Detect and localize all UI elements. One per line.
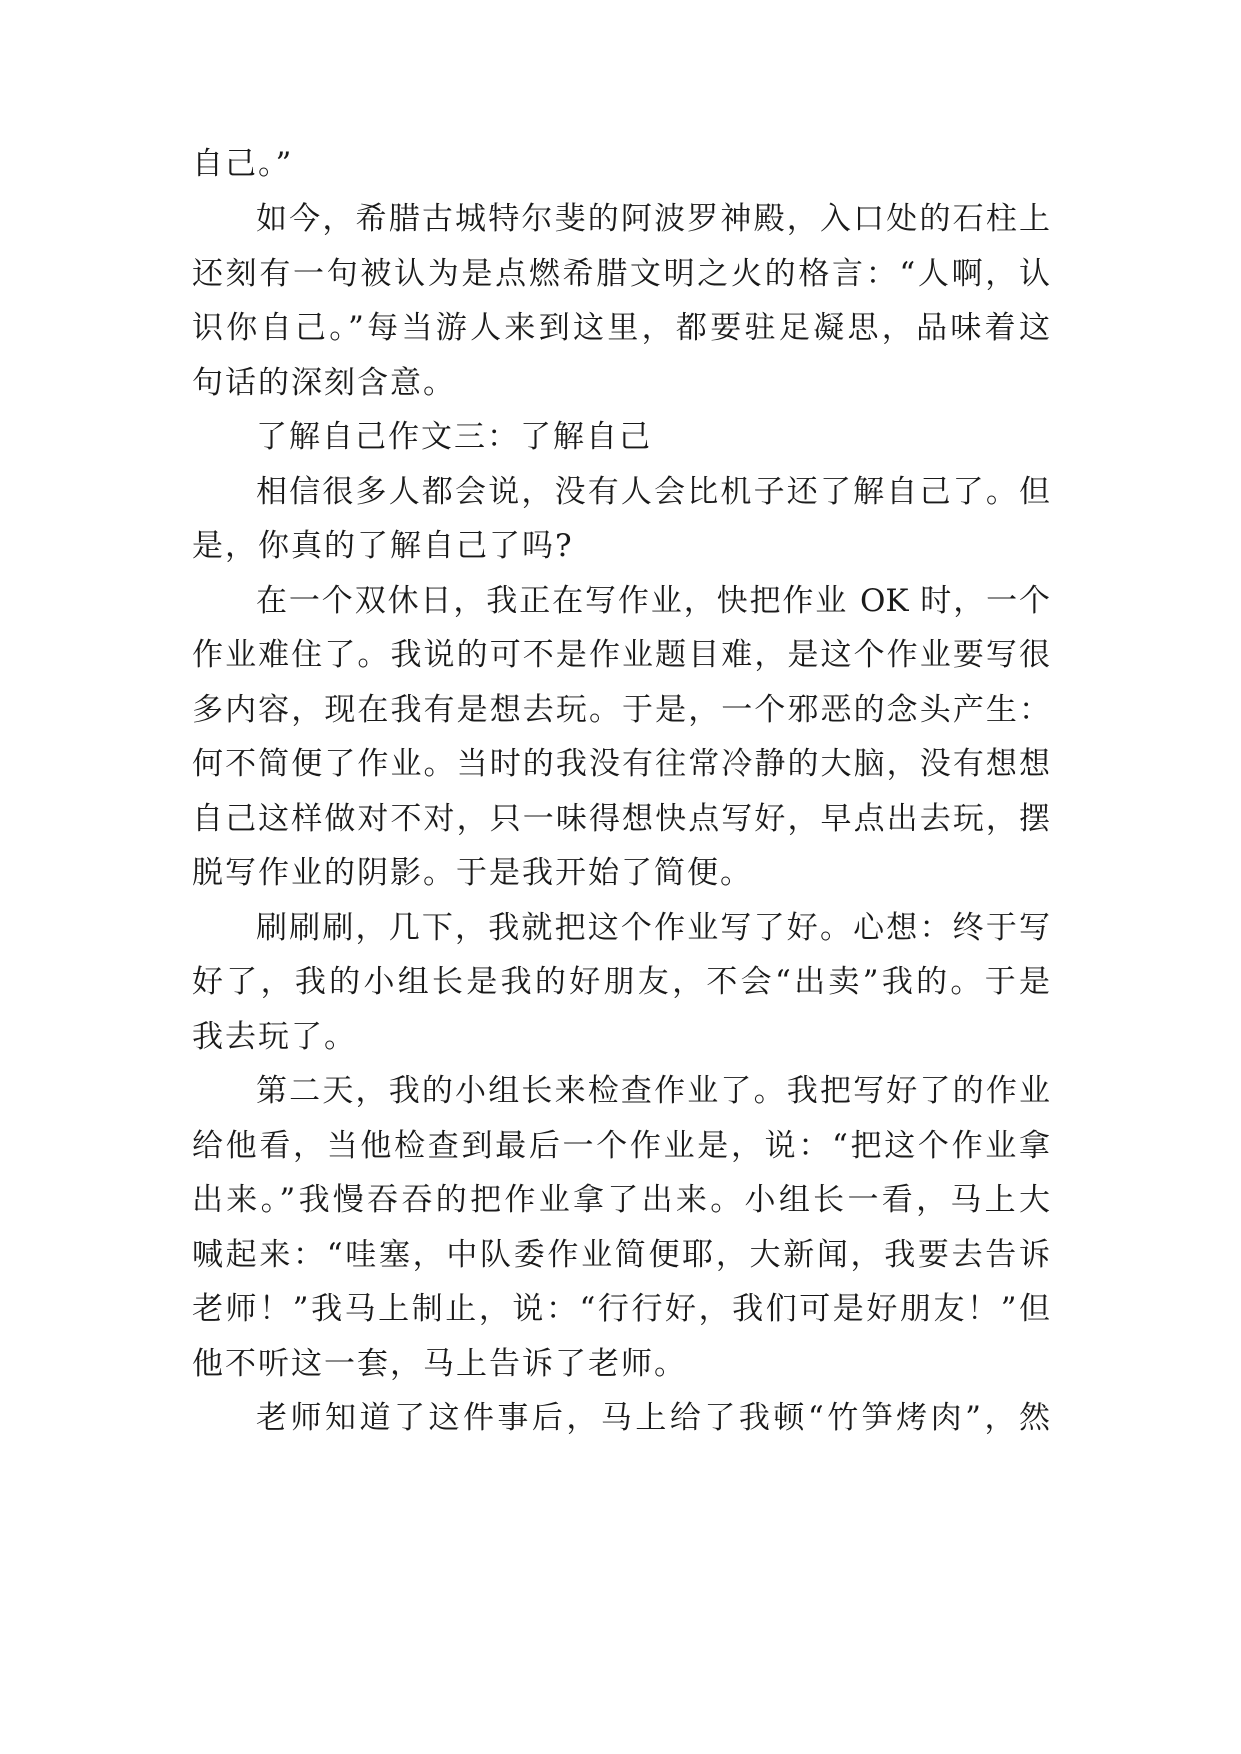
text-line: 给他看，当他检查到最后一个作业是，说：“把这个作业拿 — [192, 1128, 1050, 1164]
text-line: 识你自己。”每当游人来到这里，都要驻足凝思，品味着这 — [192, 310, 1050, 346]
text-line: 好了，我的小组长是我的好朋友，不会“出卖”我的。于是 — [192, 964, 1050, 1000]
paragraph-first-line: 老师知道了这件事后，马上给了我顿“竹笋烤肉”，然 — [256, 1400, 1050, 1436]
text-line: 还刻有一句被认为是点燃希腊文明之火的格言：“人啊，认 — [192, 256, 1050, 292]
text-line: 何不简便了作业。当时的我没有往常冷静的大脑，没有想想 — [192, 746, 1050, 782]
paragraph-first-line: 刷刷刷，几下，我就把这个作业写了好。心想：终于写 — [256, 910, 1050, 946]
paragraph-first-line: 在一个双休日，我正在写作业，快把作业 OK 时，一个 — [256, 583, 1050, 619]
section-heading: 了解自己作文三：了解自己 — [256, 419, 652, 455]
text-line: 脱写作业的阴影。于是我开始了简便。 — [192, 855, 753, 891]
paragraph-first-line: 第二天，我的小组长来检查作业了。我把写好了的作业 — [256, 1073, 1050, 1109]
paragraph-first-line: 相信很多人都会说，没有人会比机子还了解自己了。但 — [256, 474, 1050, 510]
text-line: 他不听这一套，马上告诉了老师。 — [192, 1346, 687, 1382]
text-line: 是，你真的了解自己了吗? — [192, 528, 574, 564]
text-line: 句话的深刻含意。 — [192, 365, 456, 401]
text-line: 自己这样做对不对，只一味得想快点写好，早点出去玩，摆 — [192, 801, 1050, 837]
text-line: 作业难住了。我说的可不是作业题目难，是这个作业要写很 — [192, 637, 1050, 673]
text-line: 我去玩了。 — [192, 1019, 357, 1055]
paragraph-first-line: 如今，希腊古城特尔斐的阿波罗神殿，入口处的石柱上 — [256, 201, 1050, 237]
text-line: 出来。”我慢吞吞的把作业拿了出来。小组长一看，马上大 — [192, 1182, 1050, 1218]
text-line: 喊起来：“哇塞，中队委作业简便耶，大新闻，我要去告诉 — [192, 1237, 1050, 1273]
text-line: 自己。” — [192, 146, 294, 182]
text-line: 老师！”我马上制止，说：“行行好，我们可是好朋友！”但 — [192, 1291, 1050, 1327]
text-line: 多内容，现在我有是想去玩。于是，一个邪恶的念头产生： — [192, 692, 1050, 728]
